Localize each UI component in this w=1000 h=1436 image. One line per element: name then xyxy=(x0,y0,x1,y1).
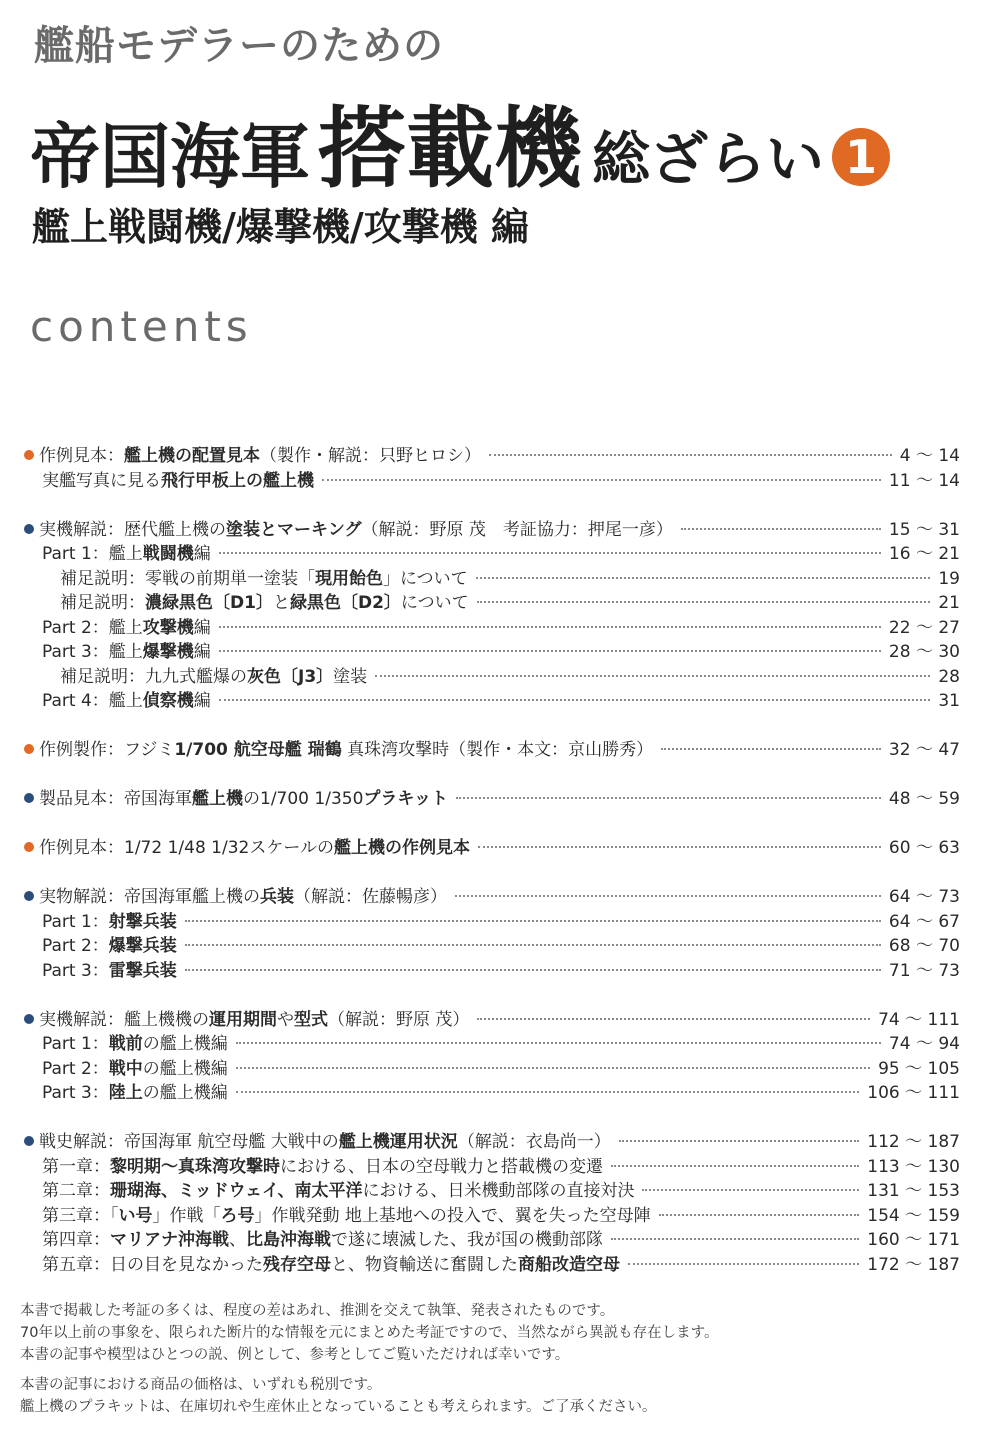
toc-entry-emphasis: 残存空母 xyxy=(263,1254,331,1275)
toc-entry-title xyxy=(39,787,448,812)
toc-entry-emphasis: 雷撃兵装 xyxy=(108,960,177,981)
toc-entry-page: 172 ～ 187 xyxy=(867,1254,960,1275)
toc-entry xyxy=(24,518,960,543)
toc-entry xyxy=(24,665,960,690)
toc-entry-title xyxy=(42,1204,651,1229)
book-subtitle: 艦船モデラーのための xyxy=(34,22,444,69)
dot-leader xyxy=(477,1018,870,1020)
toc-entry-page: 64 ～ 67 xyxy=(888,911,960,932)
toc-entry-emphasis: 爆撃機 xyxy=(142,642,194,662)
toc-entry-text: の1/700 1/350 xyxy=(243,789,364,809)
toc-entry-text: Part 1： xyxy=(42,1034,109,1054)
toc-entry-emphasis: ろ号 xyxy=(220,1205,255,1226)
toc-entry-emphasis: 珊瑚海、ミッドウェイ、南太平洋 xyxy=(110,1181,363,1201)
dot-leader xyxy=(477,601,931,603)
toc-entry-text: 実機解説：艦上機機の xyxy=(39,1009,209,1030)
toc-entry-text: Part 3： xyxy=(42,960,109,981)
toc-entry-page: 131 ～ 153 xyxy=(867,1181,960,1201)
toc-entry-page: 160 ～ 171 xyxy=(867,1230,960,1250)
dot-leader xyxy=(489,454,892,456)
note-paragraph xyxy=(20,1300,980,1366)
toc-entry-emphasis: プラキット xyxy=(363,789,449,809)
toc-entry-emphasis: 戦闘機 xyxy=(142,544,194,564)
toc-entry-text: Part 1： xyxy=(42,911,109,932)
toc-entry-text: 第二章： xyxy=(42,1181,110,1201)
dot-leader xyxy=(185,944,881,946)
note-line: 本書の記事や模型はひとつの説、例として、参考としてご覧いただければ幸いです。 xyxy=(20,1347,570,1363)
toc-entry-text: における、日米機動部隊の直接対決 xyxy=(362,1181,635,1201)
toc-entry-page: 64 ～ 73 xyxy=(888,887,960,907)
toc-entry-text: Part 3：艦上 xyxy=(42,642,143,662)
toc-entry-title xyxy=(39,1008,469,1033)
toc-entry-text: 第一章： xyxy=(42,1156,110,1177)
toc-entry xyxy=(24,640,960,665)
toc-entry xyxy=(24,738,960,763)
book-title xyxy=(30,82,890,200)
toc-entry xyxy=(24,1179,960,1204)
toc-entry-title xyxy=(39,738,653,763)
toc-entry-emphasis: 1/700 航空母艦 瑞鶴 xyxy=(174,740,342,760)
toc-entry-page: 22 ～ 27 xyxy=(888,617,960,638)
toc-entry-title xyxy=(60,567,468,592)
toc-entry-text: 実機解説：歴代艦上機の xyxy=(39,519,226,540)
dot-leader xyxy=(659,1214,860,1216)
toc-entry xyxy=(24,934,960,959)
bullet-blue-icon xyxy=(24,793,34,803)
note-line: 艦上機のプラキットは、在庫切れや生産休止となっていることも考えられます。ご了承ください。 xyxy=(20,1399,657,1415)
toc-entry-title xyxy=(39,885,447,910)
toc-entry-title xyxy=(42,910,177,935)
toc-entry-text: 補足説明：九九式艦爆の xyxy=(60,666,247,687)
toc-entry-emphasis: 陸上 xyxy=(108,1083,143,1103)
toc-section xyxy=(24,1008,960,1106)
toc-entry-title xyxy=(42,469,314,494)
dot-leader xyxy=(681,528,881,530)
dot-leader xyxy=(375,675,930,677)
toc-section xyxy=(24,787,960,812)
toc-entry-text: Part 1：艦上 xyxy=(42,544,143,564)
toc-entry-emphasis: 緑黒色〔D2〕 xyxy=(289,593,401,613)
toc-entry-text: 第五章：日の目を見なかった xyxy=(42,1254,263,1275)
toc-entry-title xyxy=(42,542,211,567)
toc-entry-page: 28 ～ 30 xyxy=(888,642,960,662)
dot-leader xyxy=(628,1263,859,1265)
toc-entry xyxy=(24,616,960,641)
toc-entry-page: 16 ～ 21 xyxy=(888,544,960,564)
toc-entry-page: 74 ～ 111 xyxy=(878,1009,960,1030)
bullet-blue-icon xyxy=(24,891,34,901)
toc-entry-text: 編 xyxy=(193,617,211,638)
toc-entry xyxy=(24,1155,960,1180)
contents-heading: contents xyxy=(30,302,253,351)
toc-entry-title xyxy=(39,444,481,469)
toc-entry-emphasis: 戦中 xyxy=(108,1058,143,1079)
toc-entry-title xyxy=(42,1228,603,1253)
toc-entry-emphasis: 比島沖海戦 xyxy=(246,1230,331,1250)
note-line: 70年以上前の事象を、限られた断片的な情報を元にまとめた考証ですので、当然ながら異説も存在します。 xyxy=(20,1325,719,1341)
table-of-contents xyxy=(24,444,960,1302)
toc-entry-text: の艦上機編 xyxy=(142,1083,228,1103)
toc-entry-emphasis: 型式 xyxy=(294,1009,328,1030)
toc-entry-title xyxy=(39,518,673,543)
toc-entry xyxy=(24,591,960,616)
toc-entry-text: Part 2：艦上 xyxy=(42,617,143,638)
toc-entry xyxy=(24,444,960,469)
note-line: 本書の記事における商品の価格は、いずれも税別です。 xyxy=(20,1377,382,1393)
toc-entry-emphasis: 兵装 xyxy=(260,887,294,907)
title-part-overview: 総ざらい xyxy=(592,125,825,193)
dot-leader xyxy=(476,577,931,579)
toc-entry-text: 製品見本：帝国海軍 xyxy=(39,789,192,809)
toc-entry-page: 112 ～ 187 xyxy=(867,1132,960,1152)
toc-entry-text: （解説：野原 茂） xyxy=(328,1009,470,1030)
toc-entry xyxy=(24,567,960,592)
toc-entry-text: （解説：野原 茂 考証協力：押尾一彦） xyxy=(361,519,673,540)
toc-entry-page: 60 ～ 63 xyxy=(888,838,960,858)
toc-entry-title xyxy=(42,1253,620,1278)
toc-entry-title xyxy=(42,934,177,959)
toc-entry-emphasis: 塗装とマーキング xyxy=(226,519,362,540)
toc-entry-title xyxy=(42,1032,228,1057)
dot-leader xyxy=(455,895,881,897)
toc-entry-emphasis: 爆撃兵装 xyxy=(108,936,177,956)
dot-leader xyxy=(236,1067,870,1069)
toc-section xyxy=(24,738,960,763)
toc-entry-text: 補足説明： xyxy=(60,593,145,613)
toc-entry xyxy=(24,1057,960,1082)
toc-entry-emphasis: 偵察機 xyxy=(142,691,194,711)
toc-entry-title xyxy=(42,1155,603,1180)
dot-leader xyxy=(661,748,881,750)
toc-entry-page: 19 xyxy=(938,568,960,589)
volume-badge: 1 xyxy=(832,128,890,186)
toc-entry-page: 31 xyxy=(938,691,960,711)
dot-leader xyxy=(236,1042,881,1044)
toc-section xyxy=(24,444,960,493)
toc-entry-page: 4 ～ 14 xyxy=(899,446,960,466)
toc-entry-text: 第三章：「 xyxy=(42,1205,119,1226)
toc-entry-text: 編 xyxy=(193,642,211,662)
toc-entry-emphasis: 戦前 xyxy=(108,1034,143,1054)
toc-entry-text: の艦上機編 xyxy=(142,1034,228,1054)
toc-section xyxy=(24,836,960,861)
toc-entry-page: 154 ～ 159 xyxy=(867,1205,960,1226)
toc-entry-page: 11 ～ 14 xyxy=(888,470,960,491)
toc-entry-text: Part 2： xyxy=(42,1058,109,1079)
toc-entry-text: Part 4：艦上 xyxy=(42,691,143,711)
toc-entry-title xyxy=(42,640,211,665)
footnotes xyxy=(20,1300,980,1426)
toc-entry-emphasis: 艦上機運用状況 xyxy=(338,1132,458,1152)
toc-entry-title xyxy=(42,1081,228,1106)
toc-entry-text: で遂に壊滅した、我が国の機動部隊 xyxy=(331,1230,603,1250)
dot-leader xyxy=(236,1091,860,1093)
toc-entry-text: 、 xyxy=(229,1230,246,1250)
bullet-orange-icon xyxy=(24,450,34,460)
dot-leader xyxy=(322,479,881,481)
toc-entry-page: 106 ～ 111 xyxy=(867,1083,960,1103)
toc-entry-text: 真珠湾攻撃時（製作・本文：京山勝秀） xyxy=(341,740,654,760)
toc-entry-text: や xyxy=(277,1009,294,1030)
toc-entry-text: と xyxy=(272,593,290,613)
toc-entry xyxy=(24,787,960,812)
toc-entry-page: 21 xyxy=(938,593,960,613)
toc-entry-text: Part 3： xyxy=(42,1083,109,1103)
toc-entry-text: 編 xyxy=(193,691,211,711)
dot-leader xyxy=(219,650,881,652)
toc-entry xyxy=(24,469,960,494)
toc-entry-text: 戦史解説：帝国海軍 航空母艦 大戦中の xyxy=(39,1132,339,1152)
dot-leader xyxy=(219,552,881,554)
toc-entry-text: 作例見本：1/72 1/48 1/32スケールの xyxy=(39,838,334,858)
toc-entry-text: 塗装 xyxy=(333,666,368,687)
toc-entry-text: 」作戦発動 地上基地への投入で、翼を失った空母陣 xyxy=(254,1205,651,1226)
dot-leader xyxy=(456,797,881,799)
dot-leader xyxy=(478,846,881,848)
toc-entry xyxy=(24,1228,960,1253)
toc-entry-title xyxy=(42,689,211,714)
bullet-blue-icon xyxy=(24,1014,34,1024)
toc-entry-title xyxy=(42,616,211,641)
toc-entry xyxy=(24,542,960,567)
toc-entry-text: 」作戦「 xyxy=(152,1205,221,1226)
toc-entry-text: 実物解説：帝国海軍艦上機の xyxy=(39,887,260,907)
toc-entry-emphasis: 黎明期～真珠湾攻撃時 xyxy=(110,1156,280,1177)
dot-leader xyxy=(219,626,881,628)
toc-entry-text: 実艦写真に見る xyxy=(42,470,161,491)
toc-entry-title xyxy=(60,665,367,690)
toc-entry xyxy=(24,1008,960,1033)
bullet-orange-icon xyxy=(24,842,34,852)
toc-entry-emphasis: 射撃兵装 xyxy=(108,911,177,932)
toc-entry-page: 95 ～ 105 xyxy=(878,1058,960,1079)
toc-entry-text: （解説：衣島尚一） xyxy=(457,1132,611,1152)
note-line: 本書で掲載した考証の多くは、程度の差はあれ、推測を交えて執筆、発表されたものです。 xyxy=(20,1303,615,1319)
toc-entry-text: 作例製作：フジミ xyxy=(39,740,175,760)
toc-entry-emphasis: 現用飴色 xyxy=(315,568,383,589)
dot-leader xyxy=(642,1189,859,1191)
toc-entry-emphasis: 飛行甲板上の艦上機 xyxy=(161,470,314,491)
title-part-navy: 帝国海軍 xyxy=(30,115,310,198)
toc-entry-page: 74 ～ 94 xyxy=(888,1034,960,1054)
dot-leader xyxy=(185,920,881,922)
toc-entry-emphasis: 艦上機の配置見本 xyxy=(124,446,260,466)
dot-leader xyxy=(619,1140,859,1142)
toc-entry-emphasis: 濃緑黒色〔D1〕 xyxy=(145,593,273,613)
dot-leader xyxy=(219,699,931,701)
toc-entry-text: 第四章： xyxy=(42,1230,110,1250)
toc-entry xyxy=(24,959,960,984)
toc-entry-text: の艦上機編 xyxy=(142,1058,228,1079)
toc-entry xyxy=(24,910,960,935)
note-paragraph xyxy=(20,1374,980,1418)
toc-entry-text: 作例見本： xyxy=(39,446,124,466)
toc-entry xyxy=(24,1081,960,1106)
toc-section xyxy=(24,1130,960,1277)
toc-entry-page: 32 ～ 47 xyxy=(888,740,960,760)
toc-entry-page: 28 xyxy=(938,666,960,687)
toc-entry-emphasis: 灰色〔J3〕 xyxy=(247,666,334,687)
toc-entry xyxy=(24,1130,960,1155)
edition-title: 艦上戦闘機/爆撃機/攻撃機 編 xyxy=(32,204,529,249)
toc-entry-page: 71 ～ 73 xyxy=(888,960,960,981)
toc-entry-title xyxy=(42,1057,228,1082)
toc-entry-emphasis: マリアナ沖海戦 xyxy=(110,1230,229,1250)
toc-entry xyxy=(24,689,960,714)
toc-entry-title xyxy=(60,591,469,616)
toc-entry-title xyxy=(39,1130,611,1155)
toc-entry-text: 」について xyxy=(383,568,468,589)
toc-entry-text: について xyxy=(400,593,469,613)
toc-entry-page: 48 ～ 59 xyxy=(888,789,960,809)
toc-entry xyxy=(24,1253,960,1278)
toc-entry-text: 編 xyxy=(193,544,211,564)
toc-entry xyxy=(24,1032,960,1057)
dot-leader xyxy=(185,969,881,971)
toc-entry-text: （解説：佐藤暢彦） xyxy=(294,887,447,907)
bullet-blue-icon xyxy=(24,524,34,534)
toc-entry xyxy=(24,836,960,861)
bullet-blue-icon xyxy=(24,1136,34,1146)
toc-entry-emphasis: 運用期間 xyxy=(209,1009,277,1030)
toc-entry xyxy=(24,885,960,910)
toc-entry-text: Part 2： xyxy=(42,936,109,956)
toc-section xyxy=(24,518,960,714)
toc-entry-title xyxy=(42,959,177,984)
toc-entry xyxy=(24,1204,960,1229)
toc-entry-emphasis: 攻撃機 xyxy=(142,617,194,638)
toc-entry-emphasis: 艦上機の作例見本 xyxy=(334,838,470,858)
bullet-orange-icon xyxy=(24,744,34,754)
title-part-aircraft: 搭載機 xyxy=(318,96,583,200)
toc-entry-text: における、日本の空母戦力と搭載機の変遷 xyxy=(280,1156,603,1177)
toc-entry-page: 15 ～ 31 xyxy=(888,519,960,540)
toc-entry-text: 補足説明：零戦の前期単一塗装「 xyxy=(60,568,315,589)
dot-leader xyxy=(611,1238,859,1240)
toc-entry-text: と、物資輸送に奮闘した xyxy=(331,1254,518,1275)
toc-entry-emphasis: 商船改造空母 xyxy=(518,1254,620,1275)
toc-entry-text: （製作・解説：只野ヒロシ） xyxy=(260,446,481,466)
dot-leader xyxy=(611,1165,859,1167)
toc-entry-title xyxy=(39,836,470,861)
toc-entry-page: 68 ～ 70 xyxy=(888,936,960,956)
toc-entry-title xyxy=(42,1179,634,1204)
toc-section xyxy=(24,885,960,983)
toc-entry-emphasis: 艦上機 xyxy=(192,789,243,809)
toc-entry-page: 113 ～ 130 xyxy=(867,1156,960,1177)
toc-entry-emphasis: い号 xyxy=(118,1205,153,1226)
